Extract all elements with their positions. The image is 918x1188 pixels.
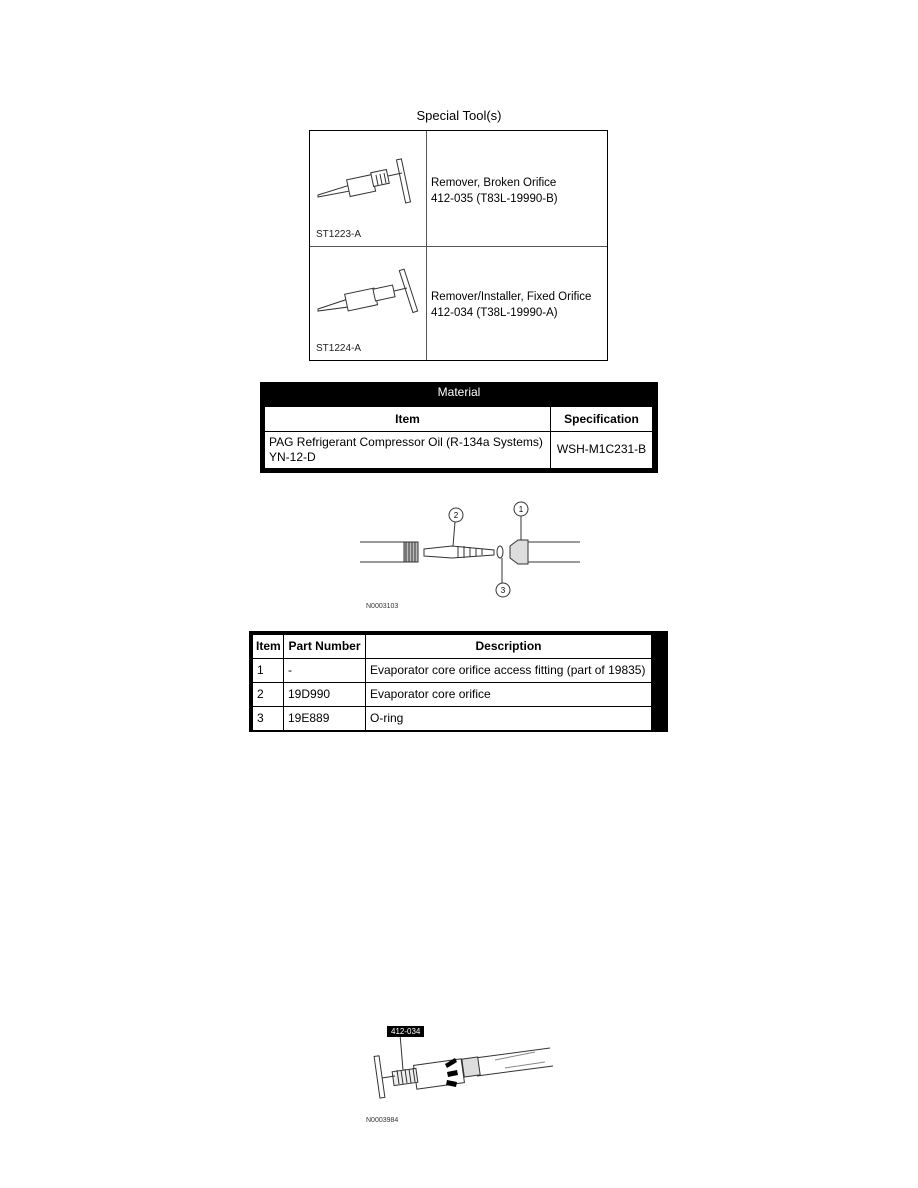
material-specification-cell: WSH-M1C231-B: [550, 431, 653, 469]
parts-number-cell: 19D990: [283, 682, 366, 707]
tool-row: [310, 131, 607, 247]
figure-code: N0003984: [366, 1117, 399, 1124]
tool-number: 412-035 (T83L-19990-B): [431, 193, 558, 205]
orifice-exploded-diagram: [360, 500, 580, 605]
parts-item-cell: 1: [252, 658, 284, 683]
material-item-cell: [264, 431, 551, 469]
diagram-code: N0003103: [366, 603, 399, 610]
special-tools-caption: Special Tool(s): [416, 108, 502, 123]
parts-description-cell: Evaporator core orifice: [365, 682, 652, 707]
material-item-line: PAG Refrigerant Compressor Oil (R-134a Systems): [269, 435, 543, 449]
orifice-tool-usage-figure: [355, 1030, 555, 1125]
parts-table: [249, 631, 668, 732]
tool-description: [431, 175, 558, 207]
parts-description-cell: O-ring: [365, 706, 652, 731]
tool-number: 412-034 (T38L-19990-A): [431, 307, 558, 319]
tool-code: ST1223-A: [316, 229, 362, 240]
special-tools-table: [309, 130, 608, 361]
parts-number-cell: -: [283, 658, 366, 683]
tool-code: ST1224-A: [316, 343, 362, 354]
parts-header-description: Description: [365, 634, 652, 659]
material-header-specification: Specification: [550, 406, 653, 432]
tool-row: [310, 247, 607, 360]
callout-3: 3: [500, 586, 506, 595]
parts-item-cell: 3: [252, 706, 284, 731]
tool-number-label: 412-034: [387, 1026, 424, 1037]
tool-description: [431, 289, 591, 321]
material-title: Material: [437, 385, 481, 399]
tool-name: Remover, Broken Orifice: [431, 177, 557, 189]
parts-header-item: Item: [252, 634, 284, 659]
material-item-line: YN-12-D: [269, 450, 316, 464]
material-header-item: Item: [264, 406, 551, 432]
callout-1: 1: [518, 505, 524, 514]
callout-2: 2: [453, 511, 459, 520]
tool-name: Remover/Installer, Fixed Orifice: [431, 291, 592, 303]
broken-orifice-remover-illustration: [310, 131, 427, 246]
fixed-orifice-remover-installer-illustration: [310, 247, 427, 360]
parts-number-cell: 19E889: [283, 706, 366, 731]
parts-description-cell: Evaporator core orifice access fitting (part of 19835): [365, 658, 652, 683]
parts-header-part-number: Part Number: [283, 634, 366, 659]
parts-item-cell: 2: [252, 682, 284, 707]
material-table: [260, 382, 658, 473]
